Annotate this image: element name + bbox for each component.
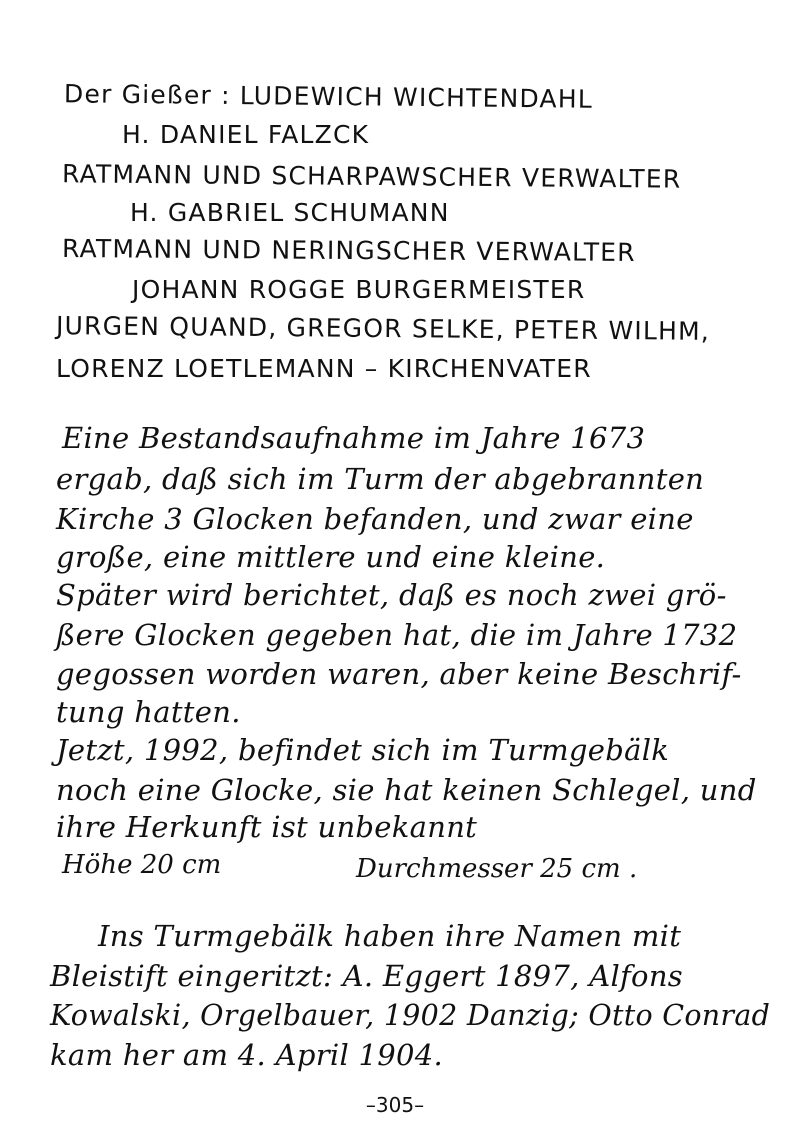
paragraph-line: tung hatten. (56, 695, 241, 729)
paragraph-line: Später wird berichtet, daß es noch zwei grö- (56, 578, 727, 612)
credit-line-title: RATMANN UND NERINGSCHER VERWALTER (61, 233, 636, 268)
paragraph-line: Jetzt, 1992, befindet sich im Turmgebälk (56, 733, 670, 767)
paragraph-line: noch eine Glocke, sie hat keinen Schlegel, und (56, 773, 757, 807)
page-number: –305– (365, 1093, 425, 1117)
credit-line-caster: Der Gießer : LUDEWICH WICHTENDAHL (63, 79, 594, 114)
paragraph-line: gegossen worden waren, aber keine Beschrif- (56, 657, 742, 691)
bell-height: Höhe 20 cm (62, 850, 222, 880)
bell-diameter: Durchmesser 25 cm . (356, 854, 638, 884)
paragraph-line: ßere Glocken gegeben hat, die im Jahre 1732 (56, 618, 738, 652)
paragraph-line: ihre Herkunft ist unbekannt (56, 810, 478, 844)
inscription-line: kam her am 4. April 1904. (50, 1038, 444, 1072)
credit-line-mayor: JOHANN ROGGE BURGERMEISTER (132, 275, 586, 304)
paragraph-line: große, eine mittlere und eine kleine. (56, 540, 606, 574)
inscription-line: Kowalski, Orgelbauer, 1902 Danzig; Otto Conrad (50, 999, 771, 1032)
credit-line-name: H. GABRIEL SCHUMANN (130, 198, 450, 227)
inscription-line: Bleistift eingeritzt: A. Eggert 1897, Alfons (50, 959, 683, 993)
inscription-line: Ins Turmgebälk haben ihre Namen mit (98, 919, 682, 953)
paragraph-line: Kirche 3 Glocken befanden, und zwar eine (56, 502, 694, 536)
credit-line-name: H. DANIEL FALZCK (122, 120, 370, 149)
paragraph-line: Eine Bestandsaufnahme im Jahre 1673 (62, 421, 646, 455)
paragraph-line: ergab, daß sich im Turm der abgebrannten (56, 462, 705, 496)
credit-line-title: RATMANN UND SCHARPAWSCHER VERWALTER (61, 159, 682, 194)
credit-line-church-fathers: LORENZ LOETLEMANN – KIRCHENVATER (56, 354, 592, 383)
credit-line-church-fathers: JURGEN QUAND, GREGOR SELKE, PETER WILHM, (55, 311, 711, 346)
